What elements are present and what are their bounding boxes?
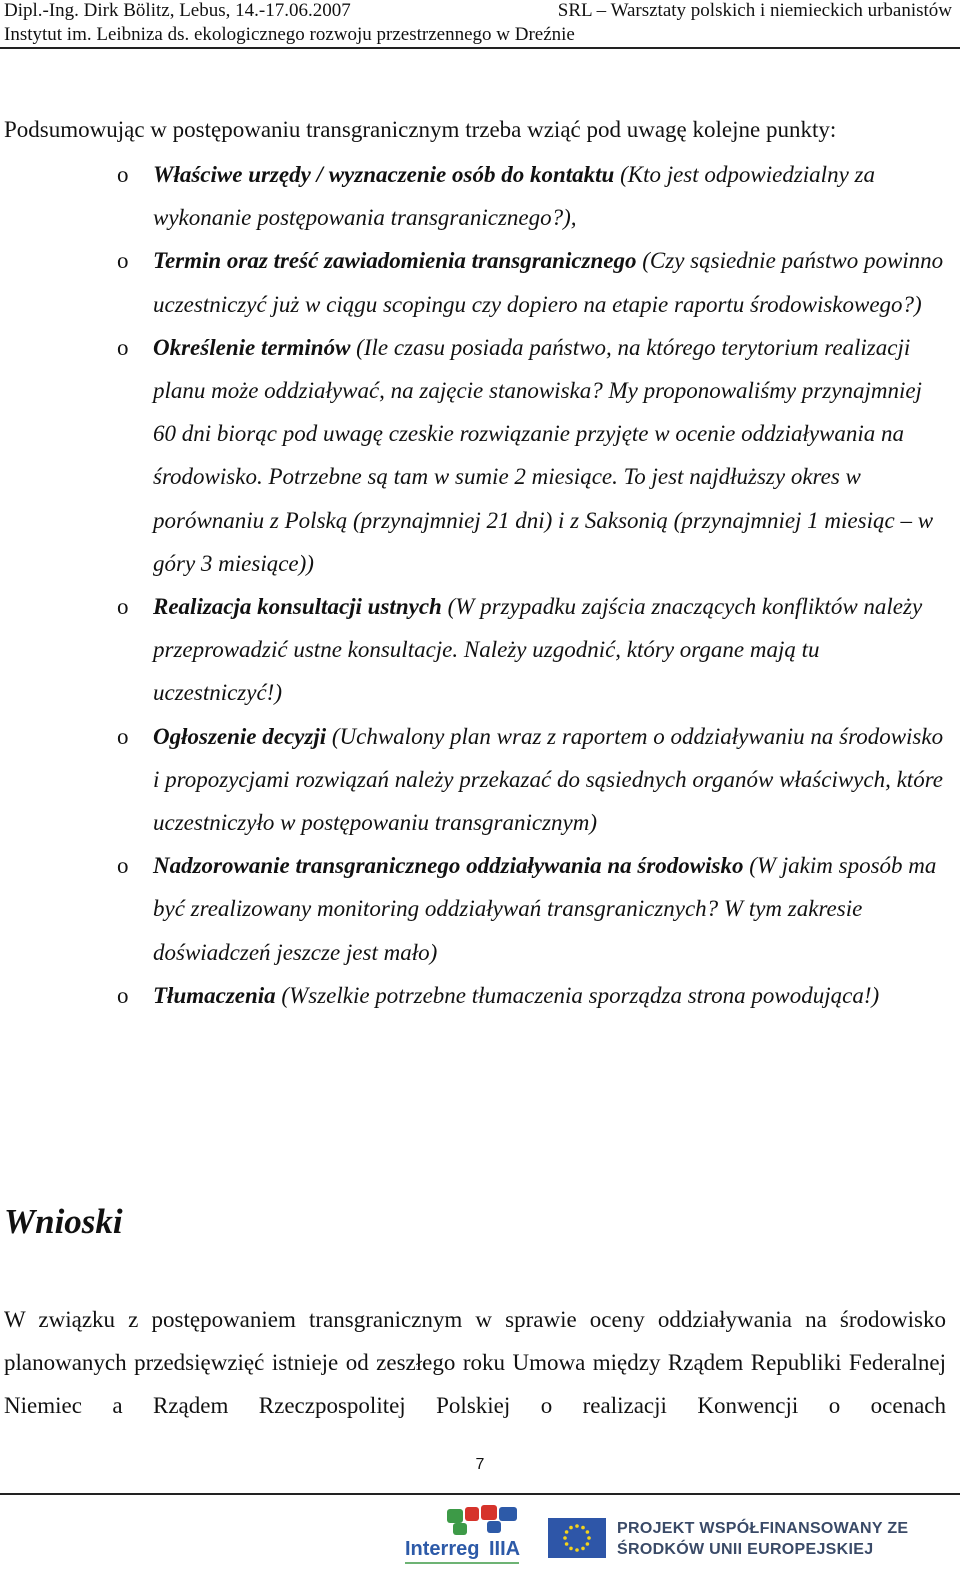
list-item bbox=[0, 153, 960, 239]
header-line-1 bbox=[4, 0, 952, 22]
list-item bbox=[0, 585, 960, 715]
item-text: (W jakim sposób ma być zrealizowany monitoring oddziaływań transgranicznych? W tym zakresie doświadczeń jeszcze jest mało) bbox=[153, 853, 937, 965]
item-text: (Ile czasu posiada państwo, na którego terytorium realizacji planu może oddziaływać, na zajęcie stanowiska? My proponowaliśmy przynajmniej 60 dni biorąc pod uwagę czeskie rozwiązanie przyjęte w ocenie oddziaływania na środowisko. Potrzebne są tam w sumie 2 miesiące. To jest najdłuższy okres w porównaniu z Polską (przynajmniej 21 dni) i z Saksonią (przynajmniej 1 miesiąc – w góry 3 miesiące)) bbox=[153, 334, 934, 576]
bullet-icon: o bbox=[117, 248, 129, 274]
item-lead: Ogłoszenie decyzji bbox=[153, 723, 327, 749]
header-author: Dipl.-Ing. Dirk Bölitz, Lebus, 14.-17.06.2007 bbox=[4, 0, 351, 21]
item-lead: Nadzorowanie transgranicznego oddziaływania na środowisko bbox=[153, 853, 744, 879]
footer-divider bbox=[0, 1493, 960, 1495]
list-item bbox=[0, 326, 960, 585]
list-item bbox=[0, 974, 960, 1017]
item-lead: Właściwe urzędy / wyznaczenie osób do kontaktu bbox=[153, 162, 615, 187]
bullet-icon: o bbox=[117, 982, 129, 1008]
section-title: Wnioski bbox=[4, 1202, 123, 1241]
item-text: (Uchwalony plan wraz z raportem o oddziaływaniu na środowisko i propozycjami rozwiązań należy przekazać do sąsiednych organów właściwych, które uczestniczyło w postępowaniu transgranicznym) bbox=[153, 723, 944, 836]
item-text: (W przypadku zajścia znaczących konfliktów należy przeprowadzić ustne konsultacje. Należy uzgodnić, który organe mają tu uczestniczyć!) bbox=[153, 594, 923, 706]
svg-text:Interreg: Interreg bbox=[405, 1538, 480, 1560]
header-line-2 bbox=[4, 24, 952, 46]
list-item bbox=[0, 239, 960, 325]
interreg-puzzle-icon bbox=[447, 1505, 517, 1535]
points-list bbox=[0, 153, 960, 1017]
eu-funding-line-2: ŚRODKÓW UNII EUROPEJSKIEJ bbox=[617, 1541, 874, 1558]
list-item bbox=[0, 715, 960, 845]
bullet-icon: o bbox=[117, 334, 129, 360]
conclusion-paragraph: W związku z postępowaniem transgranicznym w sprawie oceny oddziaływania na środowisko planowanych przedsięwzięć istnieje od zeszłego roku Umowa między Rządem Republiki Federalnej Niemiec a Rządem Rzeczpospolitej Polskiej o realizacji Konwencji o ocenach bbox=[4, 1307, 946, 1419]
header-divider bbox=[0, 47, 960, 49]
item-lead: Realizacja konsultacji ustnych bbox=[153, 594, 442, 620]
item-text: (Czy sąsiednie państwo powinno uczestniczyć już w ciągu scopingu czy dopiero na etapie raportu środowiskowego?) bbox=[153, 248, 944, 317]
interreg-logo bbox=[403, 1503, 523, 1573]
item-lead: Termin oraz treść zawiadomienia transgranicznego bbox=[153, 248, 637, 274]
item-lead: Określenie terminów bbox=[153, 334, 351, 360]
header-event: SRL – Warsztaty polskich i niemieckich urbanistów bbox=[557, 0, 952, 21]
item-text: (Kto jest odpowiedzialny za wykonanie postępowania transgranicznego?), bbox=[153, 162, 875, 231]
page-number: 7 bbox=[475, 1456, 485, 1473]
bullet-icon: o bbox=[117, 594, 129, 620]
eu-funding-notice bbox=[617, 1518, 908, 1560]
bullet-icon: o bbox=[117, 162, 129, 187]
bullet-icon: o bbox=[117, 723, 129, 749]
eu-funding-line-1: PROJEKT WSPÓŁFINANSOWANY ZE bbox=[617, 1520, 909, 1537]
header-institute: Instytut im. Leibniza ds. ekologicznego rozwoju przestrzennego w Dreźnie bbox=[4, 24, 575, 45]
item-lead: Tłumaczenia bbox=[153, 982, 276, 1008]
item-text: (Wszelkie potrzebne tłumaczenia sporządza strona powodująca!) bbox=[275, 982, 880, 1008]
eu-flag-icon bbox=[548, 1518, 606, 1558]
svg-text:IIIA: IIIA bbox=[489, 1538, 521, 1560]
list-item bbox=[0, 844, 960, 974]
bullet-icon: o bbox=[117, 853, 129, 879]
intro-text: Podsumowując w postępowaniu transgranicznym trzeba wziąć pod uwagę kolejne punkty: bbox=[4, 117, 837, 142]
